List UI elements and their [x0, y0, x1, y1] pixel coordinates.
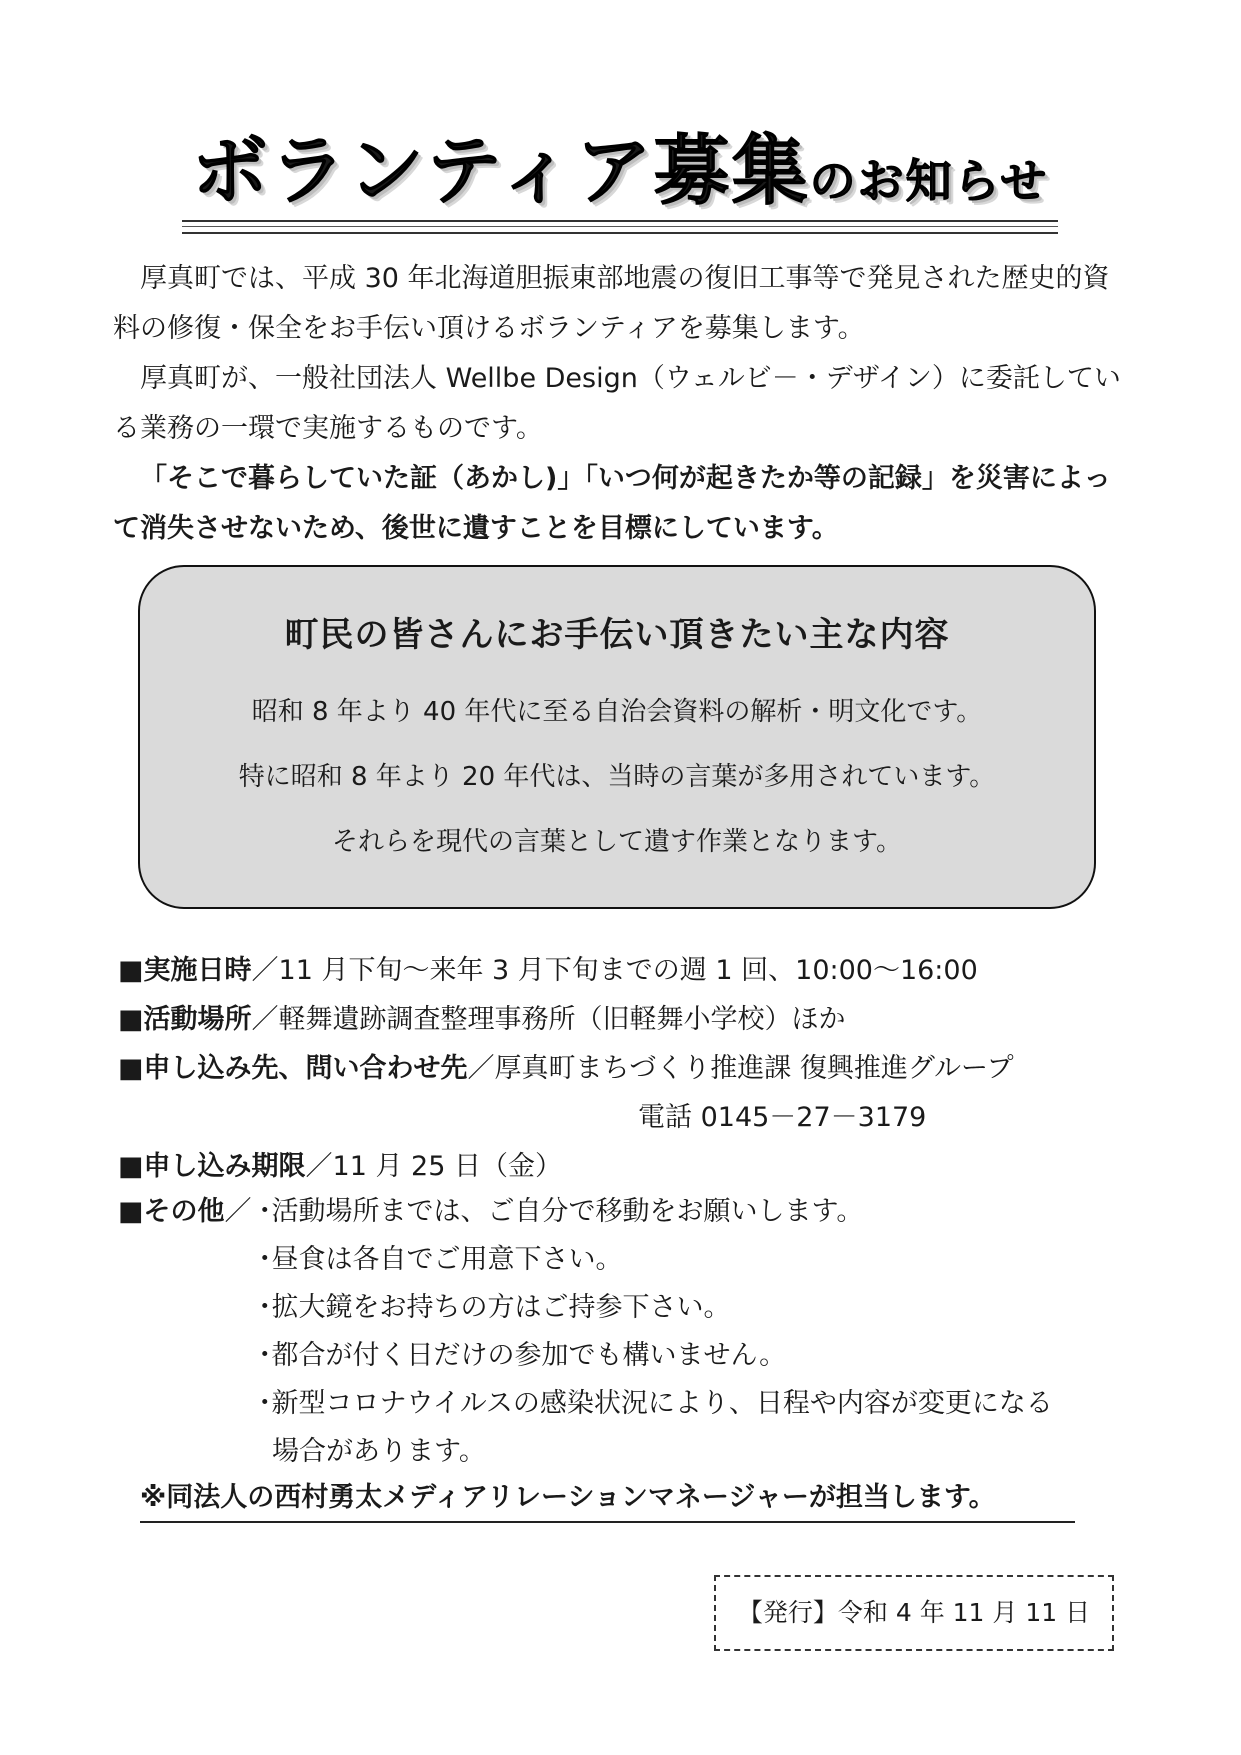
other-item: ･昼食は各自でご用意下さい。 [258, 1244, 623, 1275]
bullet: ■ [118, 1053, 144, 1084]
title-main: ボランティア募集 [191, 126, 810, 215]
details-list [118, 946, 1138, 1191]
box-line: 特に昭和 8 年より 20 年代は、当時の言葉が多用されています。 [238, 762, 996, 792]
other-item: ･都合が付く日だけの参加でも構いません。 [258, 1340, 787, 1371]
bullet: ■ [118, 955, 144, 986]
deadline-value: ／11 月 25 日（金） [305, 1151, 562, 1182]
other-item: ･新型コロナウイルスの感染状況により、日程や内容が変更になる [258, 1388, 1053, 1419]
other-label: その他 [143, 1196, 225, 1227]
intro-paragraph-1: 厚真町では、平成 30 年北海道胆振東部地震の復旧工事等で発見された歴史的資料の修復・保全をお手伝い頂けるボランティアを募集します。 [113, 263, 1110, 344]
box-line: 昭和 8 年より 40 年代に至る自治会資料の解析・明文化です。 [251, 697, 983, 727]
other-item: ･拡大鏡をお持ちの方はご持参下さい。 [258, 1292, 731, 1323]
detail-place [118, 995, 1138, 1044]
box-heading: 町民の皆さんにお手伝い頂きたい主な内容 [284, 615, 950, 655]
contact-value: ／厚真町まちづくり推進課 復興推進グループ [467, 1053, 1014, 1084]
other-sep: ／ [224, 1196, 252, 1227]
other-item: ･活動場所までは、ご自分で移動をお願いします。 [258, 1196, 864, 1227]
detail-phone: 電話 0145－27－3179 [638, 1102, 927, 1133]
intro-section [113, 254, 1133, 554]
place-label: 活動場所 [143, 1004, 252, 1035]
issued-date-box: 【発行】令和 4 年 11 月 11 日 [714, 1575, 1114, 1651]
bullet: ■ [118, 1151, 144, 1182]
bullet: ■ [118, 1004, 144, 1035]
other-items [258, 1188, 1118, 1476]
intro-paragraph-2: 厚真町が、一般社団法人 Wellbe Design（ウェルビ－・デザイン）に委託している業務の一環で実施するものです。 [113, 363, 1121, 444]
other-item-continuation: 場合があります。 [272, 1436, 486, 1467]
box-lines [140, 680, 1094, 875]
detail-contact [118, 1044, 1138, 1093]
date-value: ／11 月下旬～来年 3 月下旬までの週 1 回、10:00～16:00 [251, 955, 978, 986]
deadline-label: 申し込み期限 [143, 1151, 306, 1182]
title-suffix: のお知らせ [809, 154, 1049, 208]
date-label: 実施日時 [143, 955, 252, 986]
box-line: それらを現代の言葉として遺す作業となります。 [332, 827, 902, 857]
contact-label: 申し込み先、問い合わせ先 [143, 1053, 468, 1084]
staff-note: ※同法人の西村勇太メディアリレーションマネージャーが担当します。 [140, 1475, 1075, 1523]
title-underline [182, 220, 1058, 234]
content-box [138, 565, 1096, 909]
detail-deadline [118, 1142, 1138, 1191]
other-section [118, 1188, 1138, 1467]
bullet: ■ [118, 1196, 144, 1227]
place-value: ／軽舞遺跡調査整理事務所（旧軽舞小学校）ほか [251, 1004, 846, 1035]
detail-date [118, 946, 1138, 995]
intro-paragraph-3: 「そこで暮らしていた証（あかし)」「いつ何が起きたか等の記録」を災害によって消失させないため、後世に遺すことを目標にしています。 [113, 463, 1111, 544]
